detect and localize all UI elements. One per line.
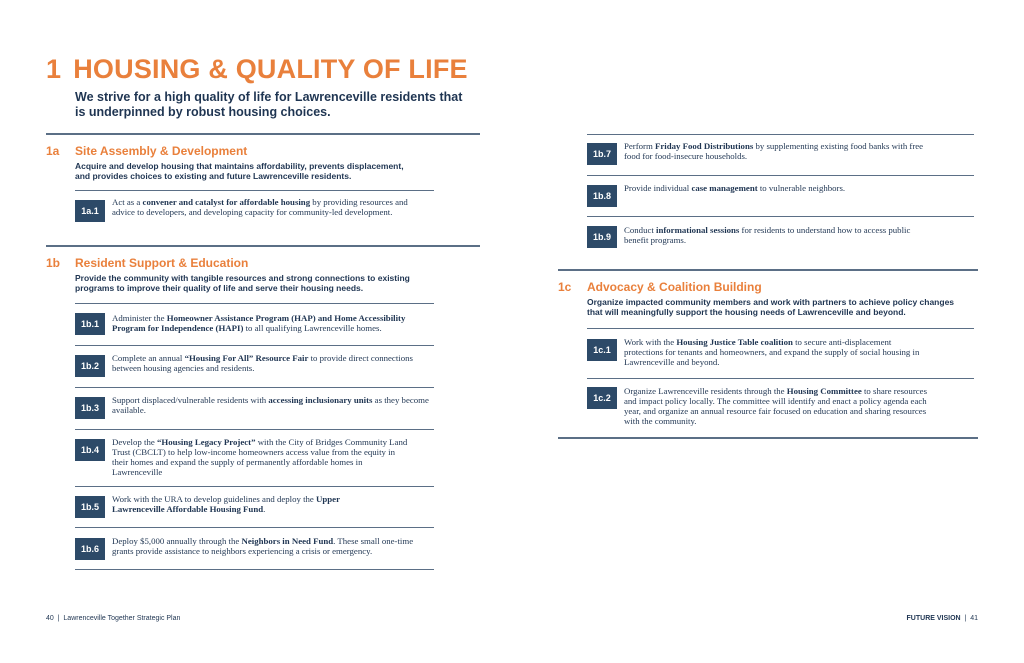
section-description-1b: Provide the community with tangible resources and strong connections to existing programs to improve their quality of life and serve their housing needs. [75,273,410,293]
item-badge: 1b.3 [75,397,105,419]
section-divider [558,269,978,271]
item-badge: 1c.1 [587,339,617,361]
item-divider [587,175,974,176]
section-heading-1a [46,144,247,158]
chapter-intro: We strive for a high quality of life for Lawrenceville residents that is underpinned by robust housing choices. [75,90,463,119]
item-divider [587,378,974,379]
section-heading-1b [46,256,248,270]
item-badge: 1b.8 [587,185,617,207]
section-label: FUTURE VISION [906,615,961,622]
document-title: Lawrenceville Together Strategic Plan [63,615,181,622]
section-title: Advocacy & Coalition Building [587,280,762,294]
item-badge: 1b.2 [75,355,105,377]
item-badge: 1b.1 [75,313,105,335]
item-text: Work with the URA to develop guidelines and deploy the Upper Lawrenceville Affordable Housing Fund. [112,494,340,514]
item-text: Develop the “Housing Legacy Project” with the City of Bridges Community Land Trust (CBCLT) to help low-income homeowners access value from the equity in their homes and expand the supply of permanently affordable homes in Lawrenceville [112,437,408,477]
item-text: Organize Lawrenceville residents through the Housing Committee to share resources and impact policy locally. The committee will identify and enact a policy agenda each year, and organize an annual resource fair focused on education and sharing resources with the community. [624,386,927,426]
chapter-title-text: HOUSING & QUALITY OF LIFE [73,54,468,84]
item-text: Complete an annual “Housing For All” Resource Fair to provide direct connections between housing agencies and residents. [112,353,413,373]
item-text: Work with the Housing Justice Table coalition to secure anti-displacement protections for tenants and homeowners, and expand the supply of social housing in Lawrenceville and beyond. [624,337,920,367]
item-divider [75,303,434,304]
section-divider [46,133,480,135]
chapter-title [46,54,468,85]
item-divider [75,486,434,487]
section-description-1c: Organize impacted community members and work with partners to achieve policy changes that will meaningfully support the housing needs of Lawrenceville and beyond. [587,297,955,317]
item-divider [587,134,974,135]
item-divider [75,569,434,570]
item-divider [75,190,434,191]
item-badge: 1b.6 [75,538,105,560]
footer-separator: | [57,615,60,622]
footer-separator: | [964,615,967,622]
section-title: Site Assembly & Development [75,144,248,158]
chapter-number: 1 [46,54,62,84]
item-divider [587,216,974,217]
item-badge: 1b.5 [75,496,105,518]
section-divider [46,245,480,247]
item-badge: 1b.9 [587,226,617,248]
item-divider [75,429,434,430]
item-text: Conduct informational sessions for residents to understand how to access public benefit programs. [624,225,911,245]
section-id: 1a [46,144,60,158]
item-text: Act as a convener and catalyst for affordable housing by providing resources and advice to developers, and developing capacity for community-led development. [112,197,408,217]
item-text: Perform Friday Food Distributions by supplementing existing food banks with free food for food-insecure households. [624,141,924,161]
item-text: Deploy $5,000 annually through the Neighbors in Need Fund. These small one-time grants provide assistance to neighbors experiencing a crisis or emergency. [112,536,414,556]
item-divider [587,328,974,329]
page-number: 40 [46,615,54,622]
item-text: Provide individual case management to vulnerable neighbors. [624,183,846,193]
section-id: 1c [558,280,572,294]
section-title: Resident Support & Education [75,256,249,270]
item-divider [75,387,434,388]
item-divider [75,527,434,528]
item-badge: 1b.7 [587,143,617,165]
item-badge: 1b.4 [75,439,105,461]
section-divider [558,437,978,439]
item-divider [75,345,434,346]
item-text: Support displaced/vulnerable residents with accessing inclusionary units as they become available. [112,395,429,415]
section-id: 1b [46,256,61,270]
footer-right [907,615,978,622]
section-heading-1c [558,280,762,294]
section-description-1a: Acquire and develop housing that maintains affordability, prevents displacement, and provides choices to existing and future Lawrenceville residents. [75,161,404,181]
footer-left [46,615,180,622]
item-text: Administer the Homeowner Assistance Program (HAP) and Home Accessibility Program for Independence (HAPI) to all qualifying Lawrenceville homes. [112,313,406,333]
right-page [512,0,1024,663]
item-badge: 1a.1 [75,200,105,222]
page-number: 41 [970,615,978,622]
item-badge: 1c.2 [587,387,617,409]
